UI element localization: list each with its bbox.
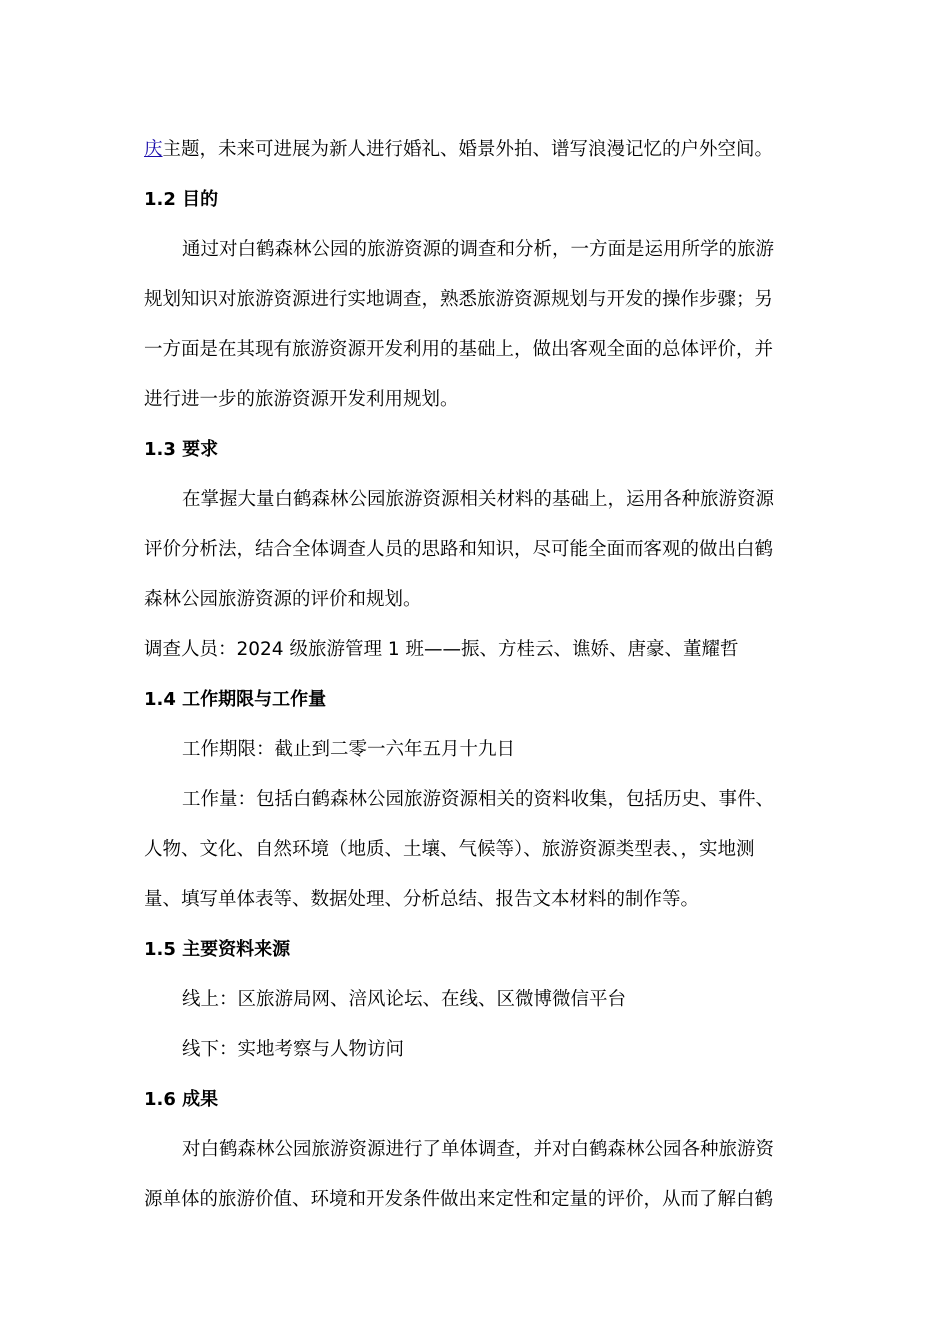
paragraph-line: 工作期限：截止到二零一六年五月十九日 <box>182 739 516 760</box>
paragraph-line: 评价分析法，结合全体调查人员的思路和知识，尽可能全面而客观的做出白鹤 <box>144 539 774 560</box>
paragraph-line: 规划知识对旅游资源进行实地调查，熟悉旅游资源规划与开发的操作步骤；另 <box>144 289 774 310</box>
section-heading-1-2: 1.2 目的 <box>144 189 219 210</box>
paragraph-line: 人物、文化、自然环境（地质、土壤、气候等）、旅游资源类型表、，实地测 <box>144 839 755 860</box>
paragraph-line: 工作量：包括白鹤森林公园旅游资源相关的资料收集，包括历史、事件、 <box>182 789 775 810</box>
section-heading-1-6: 1.6 成果 <box>144 1089 219 1110</box>
paragraph-line: 森林公园旅游资源的评价和规划。 <box>144 589 422 610</box>
intro-text: 主题，未来可进展为新人进行婚礼、婚景外拍、谱写浪漫记忆的户外空间。 <box>162 139 774 160</box>
section-heading-1-5: 1.5 主要资料来源 <box>144 939 291 960</box>
paragraph-line: 一方面是在其现有旅游资源开发利用的基础上，做出客观全面的总体评价，并 <box>144 339 774 360</box>
investigators-line: 调查人员：2024 级旅游管理 1 班——振、方桂云、谯娇、唐豪、董耀哲 <box>144 639 739 660</box>
paragraph-line: 进行进一步的旅游资源开发利用规划。 <box>144 389 459 410</box>
paragraph-line: 线上：区旅游局网、涪风论坛、在线、区微博微信平台 <box>182 989 627 1010</box>
paragraph-line: 对白鹤森林公园旅游资源进行了单体调查，并对白鹤森林公园各种旅游资 <box>182 1139 775 1160</box>
intro-link[interactable]: 庆 <box>144 139 163 160</box>
section-heading-1-4: 1.4 工作期限与工作量 <box>144 689 327 710</box>
section-heading-1-3: 1.3 要求 <box>144 439 219 460</box>
paragraph-line: 通过对白鹤森林公园的旅游资源的调查和分析，一方面是运用所学的旅游 <box>182 239 775 260</box>
document-page <box>144 125 808 1225</box>
paragraph-line: 在掌握大量白鹤森林公园旅游资源相关材料的基础上，运用各种旅游资源 <box>182 489 775 510</box>
paragraph-line: 源单体的旅游价值、环境和开发条件做出来定性和定量的评价，从而了解白鹤 <box>144 1189 774 1210</box>
paragraph-line: 量、填写单体表等、数据处理、分析总结、报告文本材料的制作等。 <box>144 889 700 910</box>
paragraph-line: 线下：实地考察与人物访问 <box>182 1039 405 1060</box>
paragraph-line-intro <box>144 125 808 175</box>
